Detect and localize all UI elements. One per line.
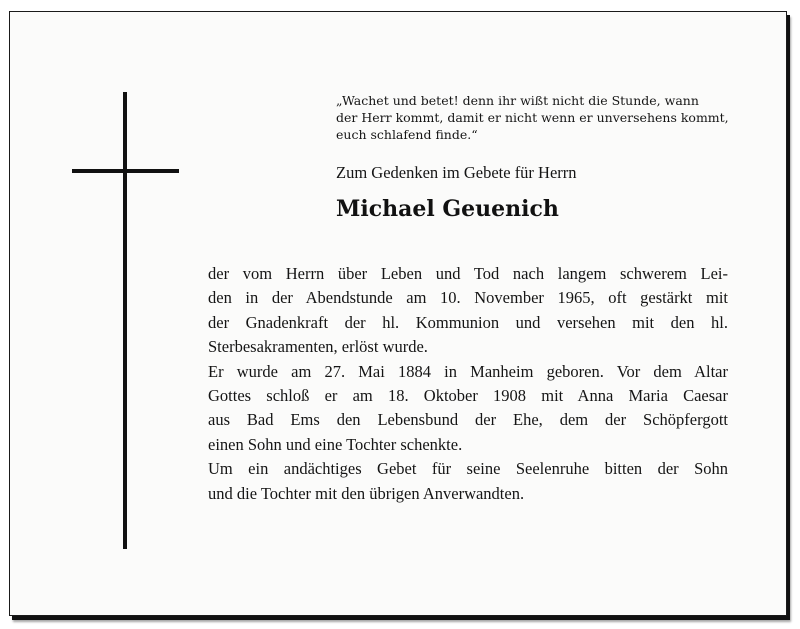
obituary-line: Gottes schloß er am 18. Oktober 1908 mit Anna Maria Caesar xyxy=(208,386,728,406)
quote-line: „Wachet und betet! denn ihr wißt nicht die Stunde, wann xyxy=(336,93,699,108)
memorial-card xyxy=(9,11,787,616)
obituary-line: aus Bad Ems den Lebensbund der Ehe, dem der Schöpfergott xyxy=(208,410,728,430)
cross-horizontal-bar xyxy=(72,169,179,173)
obituary-line: Er wurde am 27. Mai 1884 in Manheim geboren. Vor dem Altar xyxy=(208,361,728,381)
obituary-line: Um ein andächtiges Gebet für seine Seelenruhe bitten der Sohn xyxy=(208,459,728,479)
obituary-text xyxy=(208,262,728,506)
obituary-line: und die Tochter mit den übrigen Anverwandten. xyxy=(208,483,525,503)
memorial-heading: Zum Gedenken im Gebete für Herrn xyxy=(336,163,577,182)
quote-line: euch schlafend finde.“ xyxy=(336,127,478,142)
quote-line: der Herr kommt, damit er nicht wenn er unversehens kommt, xyxy=(336,110,729,125)
obituary-line: der Gnadenkraft der hl. Kommunion und versehen mit den hl. xyxy=(208,312,728,332)
cross-vertical-bar xyxy=(123,92,127,549)
obituary-line: einen Sohn und eine Tochter schenkte. xyxy=(208,434,463,454)
bible-quote xyxy=(336,92,738,143)
obituary-line: Sterbesakramenten, erlöst wurde. xyxy=(208,337,428,357)
deceased-name: Michael Geuenich xyxy=(336,196,559,222)
obituary-line: den in der Abendstunde am 10. November 1965, oft gestärkt mit xyxy=(208,288,728,308)
obituary-line: der vom Herrn über Leben und Tod nach langem schwerem Lei- xyxy=(208,264,728,283)
